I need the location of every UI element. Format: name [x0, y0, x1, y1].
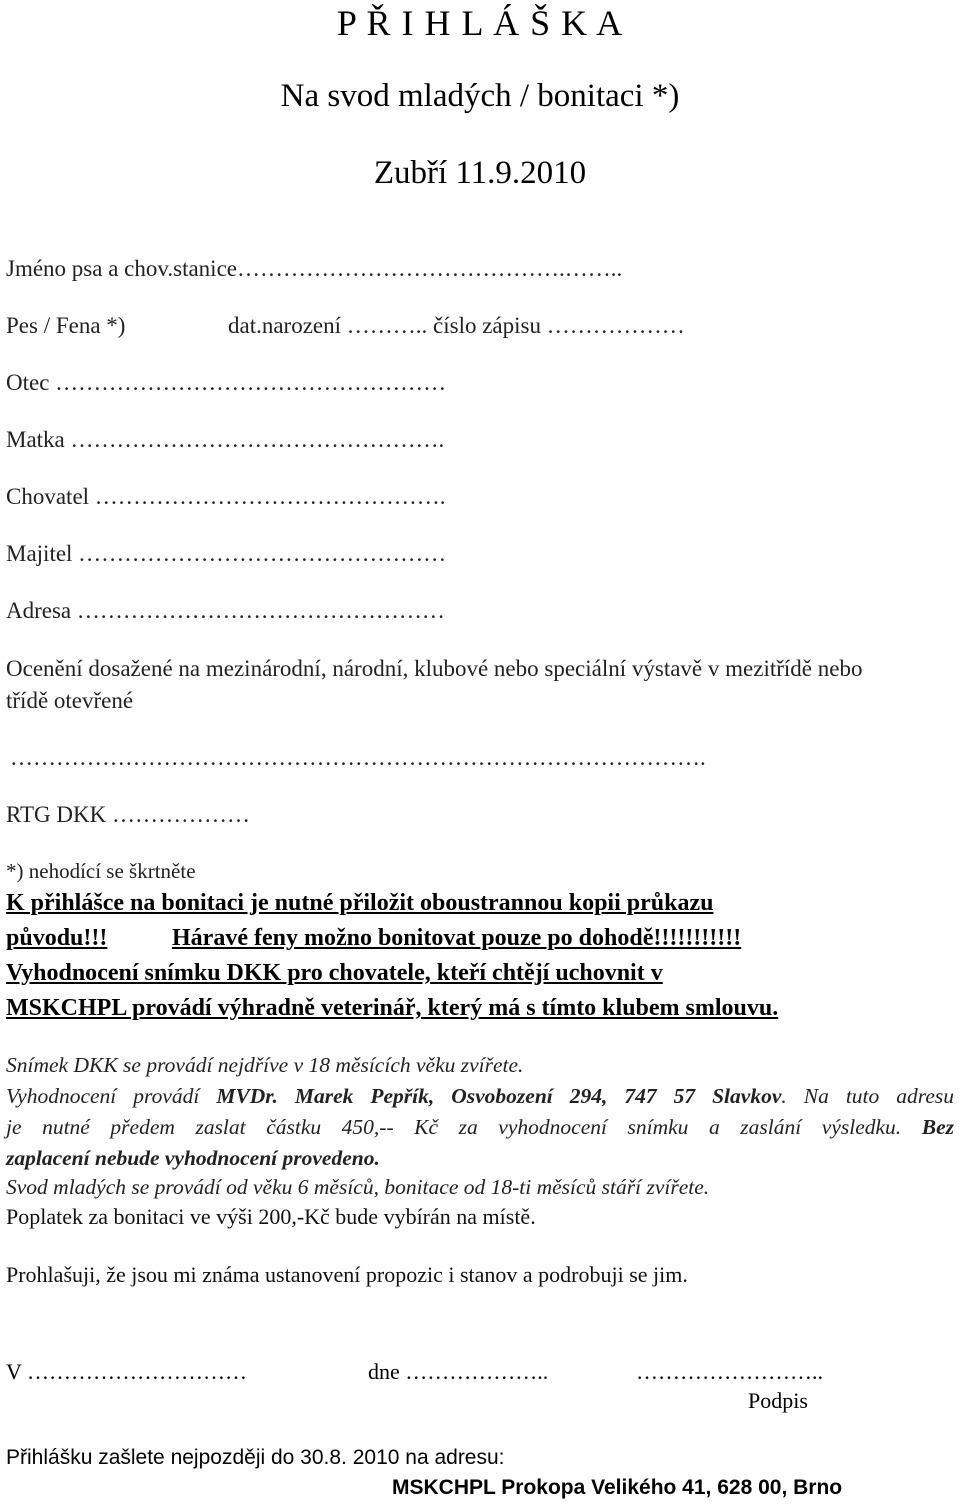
awards-label-2: třídě otevřené	[6, 688, 134, 713]
info-line-3	[6, 1115, 954, 1140]
info-line-1: Snímek DKK se provádí nejdříve v 18 měsících věku zvířete.	[6, 1053, 524, 1077]
notice-line-3: Vyhodnocení snímku DKK pro chovatele, kteří chtějí uchovnit v	[6, 960, 663, 986]
footer-address: MSKCHPL Prokopa Velikého 41, 628 00, Brno	[392, 1476, 843, 1499]
info-line-4: zaplacení nebude vyhodnocení provedeno.	[6, 1146, 380, 1170]
signature-date: dne ………………..	[368, 1359, 549, 1384]
sex-field: Pes / Fena *)	[6, 313, 126, 338]
awards-label-1: Ocenění dosažené na mezinárodní, národní, klubové nebo speciální výstavě v mezitřídě nebo	[6, 656, 863, 681]
breeder-field: Chovatel ……………………………………….	[6, 484, 446, 509]
info-line-2-post: . Na tuto adresu	[781, 1084, 954, 1108]
signature-place: V …………………………	[6, 1359, 247, 1384]
info-line-5: Svod mladých se provádí od věku 6 měsíců, bonitace od 18-ti měsíců stáří zvířete.	[6, 1175, 710, 1199]
signature-line: ……………………..	[636, 1359, 823, 1384]
rtg-dkk-field: RTG DKK ………………	[6, 802, 250, 827]
fee-note: Poplatek za bonitaci ve výši 200,-Kč bude vybírán na místě.	[6, 1204, 536, 1229]
info-line-3-bold: Bez	[921, 1115, 954, 1139]
info-line-2	[6, 1084, 954, 1109]
footer-instruction: Přihlášku zašlete nejpozději do 30.8. 2010 na adresu:	[6, 1446, 505, 1469]
awards-field: ……………………………………………………………………………….	[10, 745, 706, 770]
notice-line-1: K přihlášce na bonitaci je nutné přiložit oboustrannou kopii průkazu	[6, 890, 714, 916]
vet-address: MVDr. Marek Pepřík, Osvobození 294, 747 57 Slavkov	[216, 1084, 782, 1108]
father-field: Otec ……………………………………………	[6, 370, 447, 395]
address-field: Adresa …………………………………………	[6, 598, 445, 623]
notice-line-2b: Háravé feny možno bonitovat pouze po dohodě!!!!!!!!!!!	[172, 925, 742, 951]
declaration: Prohlašuji, že jsou mi známa ustanovení propozic i stanov a podrobuji se jim.	[6, 1262, 688, 1287]
strike-note: *) nehodící se škrtněte	[6, 859, 196, 883]
notice-line-4: MSKCHPL provádí výhradně veterinář, který má s tímto klubem smlouvu.	[6, 995, 779, 1021]
dog-name-field: Jméno psa a chov.stanice…………………………………….……..	[6, 256, 623, 281]
form-subtitle: Na svod mladých / bonitaci *)	[280, 78, 680, 114]
mother-field: Matka ………………………………………….	[6, 427, 445, 452]
owner-field: Majitel …………………………………………	[6, 541, 447, 566]
notice-line-2a: původu!!!	[6, 925, 108, 951]
place-date: Zubří 11.9.2010	[373, 155, 587, 191]
form-title: P Ř I H L Á Š K A	[336, 3, 624, 43]
signature-label: Podpis	[748, 1388, 808, 1413]
info-line-2-pre: Vyhodnocení provádí	[6, 1084, 217, 1108]
dob-field: dat.narození ……….. číslo zápisu ………………	[228, 313, 685, 338]
info-line-3-pre: je nutné předem zaslat částku 450,-- Kč za vyhodnocení snímku a zaslání výsledku.	[6, 1115, 902, 1139]
